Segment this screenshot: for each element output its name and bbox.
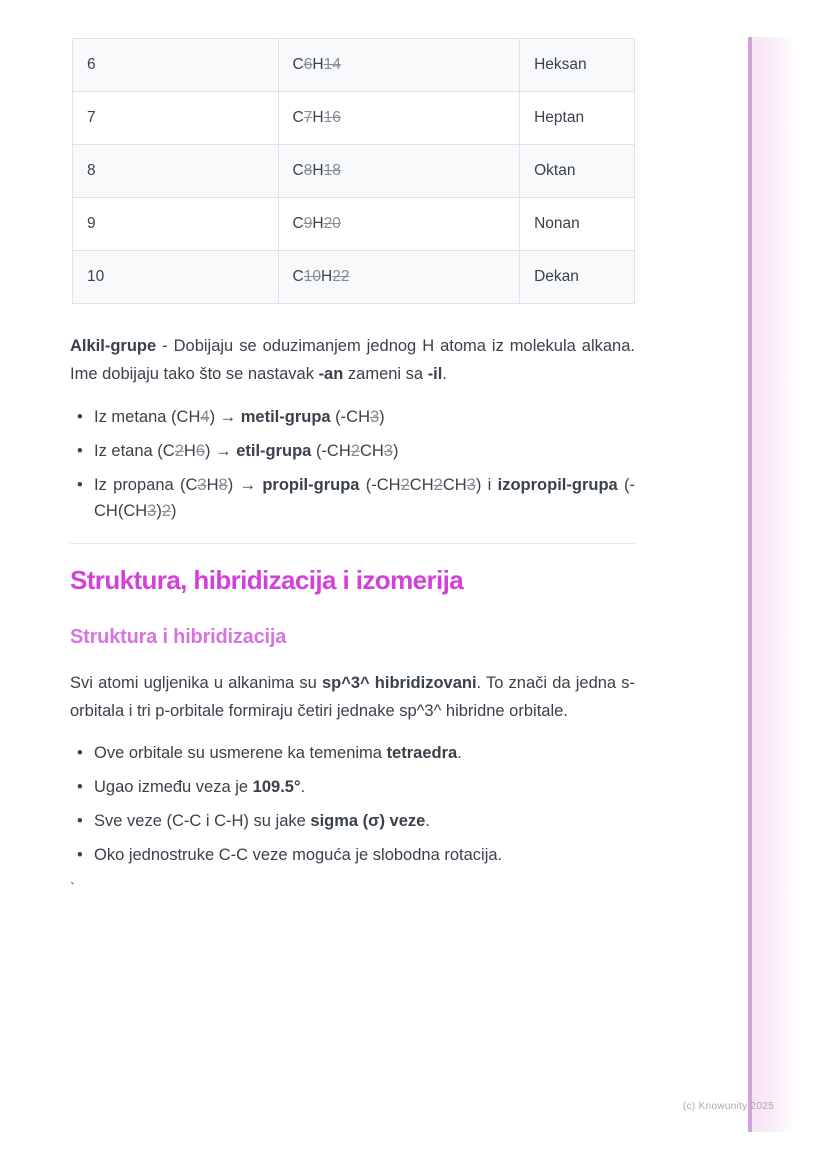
subscript-strike-text: 3	[147, 502, 157, 520]
text-run: H	[206, 476, 219, 494]
carbon-count-cell: 8	[73, 145, 279, 198]
subscript-strike-text: 20	[323, 215, 341, 232]
text-run: C	[292, 162, 304, 179]
subscript-strike-text: 14	[323, 56, 341, 73]
section-heading: Struktura, hibridizacija i izomerija	[70, 565, 464, 595]
table-row	[73, 92, 635, 145]
text-run: Sve veze (C-C i C-H) su jake	[94, 812, 311, 830]
text-run: C	[292, 109, 304, 126]
alkane-table	[72, 38, 635, 304]
alkil-grupe-list	[70, 404, 635, 524]
alkane-table-body	[73, 39, 635, 304]
text-run: Iz etana (C	[94, 442, 175, 460]
text-run: .	[442, 365, 447, 383]
text-run: .	[425, 812, 430, 830]
text-run: Iz metana (CH	[94, 408, 201, 426]
text-run: (-CH	[359, 476, 401, 494]
list-item	[70, 808, 635, 834]
text-run: H	[312, 162, 324, 179]
bold-text: izopropil-grupa	[497, 476, 618, 494]
text-run: H	[312, 215, 324, 232]
carbon-count-cell: 7	[73, 92, 279, 145]
alkane-name-cell: Nonan	[520, 198, 635, 251]
subscript-strike-text: 22	[332, 268, 350, 285]
subscript-strike-text: 2	[400, 476, 410, 494]
bold-text: -il	[427, 365, 443, 383]
footer-copyright: (c) Knowunity 2025	[683, 1101, 775, 1112]
subscript-strike-text: 6	[303, 56, 313, 73]
text-run: zameni sa	[343, 365, 428, 383]
subsection-heading: Struktura i hibridizacija	[70, 626, 287, 648]
struktura-list	[70, 740, 635, 868]
page-accent-bar	[748, 37, 792, 1132]
text-run: )	[171, 502, 177, 520]
subscript-strike-text: 3	[369, 408, 380, 426]
subscript-strike-text: 2	[350, 442, 360, 460]
text-run: C	[292, 56, 304, 73]
subscript-strike-text: 3	[197, 476, 207, 494]
bold-text: metil-grupa	[240, 408, 331, 426]
subscript-strike-text: 18	[323, 162, 341, 179]
stray-backtick: `	[70, 880, 75, 897]
carbon-count-cell: 9	[73, 198, 279, 251]
text-run: (-CH(CH	[94, 476, 635, 520]
bold-text: Alkil-grupe	[70, 337, 157, 355]
text-run: CH	[359, 442, 384, 460]
subscript-strike-text: 3	[466, 476, 476, 494]
text-run: Ugao između veza je	[94, 778, 253, 796]
text-run: . To znači da jedna s-orbitala i tri p-orbitale formiraju četiri jednake sp^3^ hibridne orbitale.	[70, 674, 635, 720]
bold-text: -an	[318, 365, 344, 383]
subscript-strike-text: 10	[303, 268, 321, 285]
text-run: CH	[409, 476, 434, 494]
bold-text: sp^3^ hibridizovani	[321, 674, 477, 692]
table-row	[73, 39, 635, 92]
alkane-name-cell: Heksan	[520, 39, 635, 92]
text-run: ) →	[205, 442, 237, 460]
text-run: )	[156, 502, 162, 520]
text-run: Svi atomi ugljenika u alkanima su	[70, 674, 322, 692]
text-run: )	[379, 408, 385, 426]
text-run: .	[300, 778, 306, 796]
text-run: ) →	[209, 408, 241, 426]
text-run: (-CH	[330, 408, 370, 426]
text-run: .	[457, 744, 462, 762]
document-content	[70, 38, 635, 897]
text-run: ) →	[227, 476, 263, 494]
subscript-strike-text: 9	[303, 215, 313, 232]
formula-cell	[278, 251, 520, 304]
subscript-strike-text: 2	[174, 442, 184, 460]
table-row	[73, 145, 635, 198]
text-run: H	[321, 268, 333, 285]
section-divider	[70, 543, 635, 544]
struktura-paragraph	[70, 669, 635, 725]
formula-cell	[278, 92, 520, 145]
bold-text: tetraedra	[386, 744, 458, 762]
subscript-strike-text: 8	[303, 162, 313, 179]
list-item	[70, 842, 635, 868]
table-row	[73, 198, 635, 251]
alkane-name-cell: Heptan	[520, 92, 635, 145]
bold-text: etil-grupa	[236, 442, 312, 460]
text-run: C	[292, 215, 304, 232]
subscript-strike-text: 16	[323, 109, 341, 126]
text-run: CH	[442, 476, 467, 494]
carbon-count-cell: 6	[73, 39, 279, 92]
text-run: - Dobijaju se oduzimanjem jednog H atoma iz molekula alkana. Ime dobijaju tako što se nastavak	[70, 337, 635, 383]
text-run: ) i	[475, 476, 498, 494]
list-item	[70, 774, 635, 800]
list-item	[70, 404, 635, 430]
subscript-strike-text: 8	[218, 476, 228, 494]
text-run: H	[312, 109, 324, 126]
text-run: H	[312, 56, 324, 73]
subscript-strike-text: 7	[303, 109, 313, 126]
list-item	[70, 472, 635, 524]
subscript-strike-text: 4	[200, 408, 210, 426]
text-run: H	[183, 442, 196, 460]
formula-cell	[278, 198, 520, 251]
alkane-name-cell: Dekan	[520, 251, 635, 304]
bold-text: propil-grupa	[262, 476, 360, 494]
subscript-strike-text: 2	[161, 502, 172, 520]
text-run: (-CH	[311, 442, 351, 460]
text-run: C	[292, 268, 304, 285]
table-row	[73, 251, 635, 304]
text-run: )	[392, 442, 399, 460]
text-run: Ove orbitale su usmerene ka temenima	[94, 744, 387, 762]
list-item	[70, 740, 635, 766]
text-run: Oko jednostruke C-C veze moguća je slobodna rotacija.	[94, 846, 503, 864]
formula-cell	[278, 39, 520, 92]
subscript-strike-text: 3	[383, 442, 393, 460]
subscript-strike-text: 6	[195, 442, 206, 460]
list-item	[70, 438, 635, 464]
carbon-count-cell: 10	[73, 251, 279, 304]
bold-text: 109.5°	[252, 778, 301, 796]
bold-text: sigma (σ) veze	[310, 812, 426, 830]
subscript-strike-text: 2	[433, 476, 443, 494]
text-run: Iz propana (C	[94, 476, 198, 494]
alkane-name-cell: Oktan	[520, 145, 635, 198]
formula-cell	[278, 145, 520, 198]
alkil-grupe-paragraph	[70, 332, 635, 388]
